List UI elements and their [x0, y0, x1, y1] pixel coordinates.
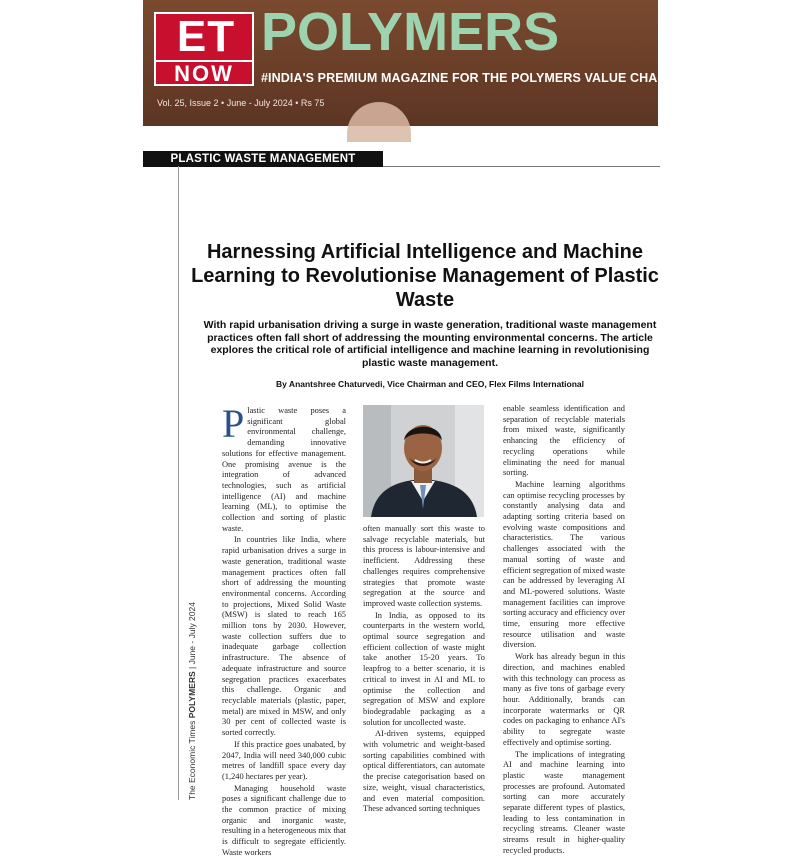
side-folio-prefix: The Economic Times: [187, 718, 197, 800]
et-now-logo: [154, 12, 254, 86]
author-portrait: [363, 405, 484, 517]
article-column-3: [503, 404, 625, 855]
drop-cap: P: [222, 401, 245, 446]
logo-et-text: ET: [176, 12, 236, 61]
section-label: PLASTIC WASTE MANAGEMENT: [170, 153, 356, 165]
author-portrait-illustration: [363, 405, 484, 517]
paragraph: Machine learning algorithms can optimise recycling processes by constantly analysing data and adapting sorting criteria based on evolving waste compositions and characteristics. The various challenges associated with the manual sorting of waste and efficient segregation of mixed waste can be addressed by leveraging AI and ML-powered solutions. Waste management facilities can improve sorting accuracy and efficiency over time, ensuring more effective resource utilisation and waste diversion.: [503, 479, 625, 650]
section-divider: [383, 166, 660, 167]
paragraph: Managing household waste poses a significant challenge due to the common practice of mixing organic and inorganic waste, resulting in a heterogeneous mix that is difficult to segregate efficiently. Waste workers: [222, 783, 346, 857]
paragraph: AI-driven systems, equipped with volumetric and weight-based sorting capabilities combined with optical differentiators, can automate the precise categorisation based on size, weight, visual characteristics, and even material composition. These advanced sorting techniques: [363, 729, 485, 814]
paragraph-text: lastic waste poses a significant global environmental challenge, demanding innovative solutions for effective management. One promising avenue is the integration of advanced technologies, such as artificial intelligence (AI) and machine learning (ML), to optimise the collection and sorting of plastic waste.: [222, 406, 346, 533]
side-folio: [187, 602, 197, 800]
article-headline: Harnessing Artificial Intelligence and Machine Learning to Revolutionise Management of Plastic Waste: [191, 241, 659, 311]
magazine-tagline: #INDIA'S PREMIUM MAGAZINE FOR THE POLYMERS VALUE CHAIN: [261, 71, 671, 85]
cover-photo-fragment: [347, 102, 411, 142]
paragraph: The implications of integrating AI and machine learning into plastic waste management processes are profound. Automated sorting can more accurately separate different types of plastics, leading to less contamination in recycling streams. Cleaner waste streams result in higher-quality recycled products.: [503, 749, 625, 855]
paragraph: If this practice goes unabated, by 2047, India will need 340,000 cubic metres of landfill space every day (1,240 hectares per year).: [222, 739, 346, 781]
issue-info: Vol. 25, Issue 2 • June - July 2024 • Rs 75: [157, 98, 325, 108]
paragraph: In countries like India, where rapid urbanisation drives a surge in waste generation, traditional waste management practices often fall short of addressing the mounting environmental concerns. According to projections, Mixed Solid Waste (MSW) is slated to reach 165 million tons by 2030. However, waste collection suffers due to inadequate garbage collection infrastructure. The absence of adequate infrastructure and source segregation practices exacerbates this challenge. Organic and recyclable materials (plastic, paper, metal) are mixed in MSW, and only 30 per cent of collected waste is sorted correctly.: [222, 535, 346, 738]
article-deck: With rapid urbanisation driving a surge in waste generation, traditional waste management practices often fall short of addressing the mounting environmental concerns. The article explores the critical role of artificial intelligence and machine learning in revolutionising plastic waste management.: [203, 319, 657, 369]
article-column-1: [222, 401, 346, 857]
article-column-2: [363, 524, 485, 814]
article-byline: By Anantshree Chaturvedi, Vice Chairman and CEO, Flex Films International: [276, 379, 584, 389]
side-divider: [178, 166, 179, 800]
magazine-masthead: [143, 0, 671, 126]
paragraph: enable seamless identification and separation of recyclable materials from mixed waste, significantly enhancing the efficiency of recycling operations while eliminating the need for manual sorting.: [503, 404, 625, 478]
logo-now-text: NOW: [156, 60, 252, 84]
magazine-brand-title: POLYMERS: [261, 2, 560, 62]
paragraph: Work has already begun in this direction, and machines enabled with this technology can process as many as five tons of garbage every hour. Additionally, brands can incorporate watermarks or QR codes on packaging to enhance AI's ability to segregate waste effectively and optimise sorting.: [503, 652, 625, 747]
side-folio-brand: POLYMERS: [187, 671, 197, 719]
paragraph: [222, 401, 346, 534]
section-label-bar: [143, 151, 383, 167]
side-folio-suffix: | June - July 2024: [187, 602, 197, 672]
paragraph: often manually sort this waste to salvage recyclable materials, but this process is labour-intensive and inefficient. Addressing these challenges requires comprehensive strategies that promote waste segregation at the source and improved waste collection systems.: [363, 524, 485, 608]
paragraph: In India, as opposed to its counterparts in the western world, optimal source segregation and efficient collection of waste might take another 15-20 years. To leapfrog to a better scenario, it is critical to invest in AI and ML to optimise the collection and segregation of MSW and explore biodegradable packaging as a solution for uncollected waste.: [363, 610, 485, 727]
